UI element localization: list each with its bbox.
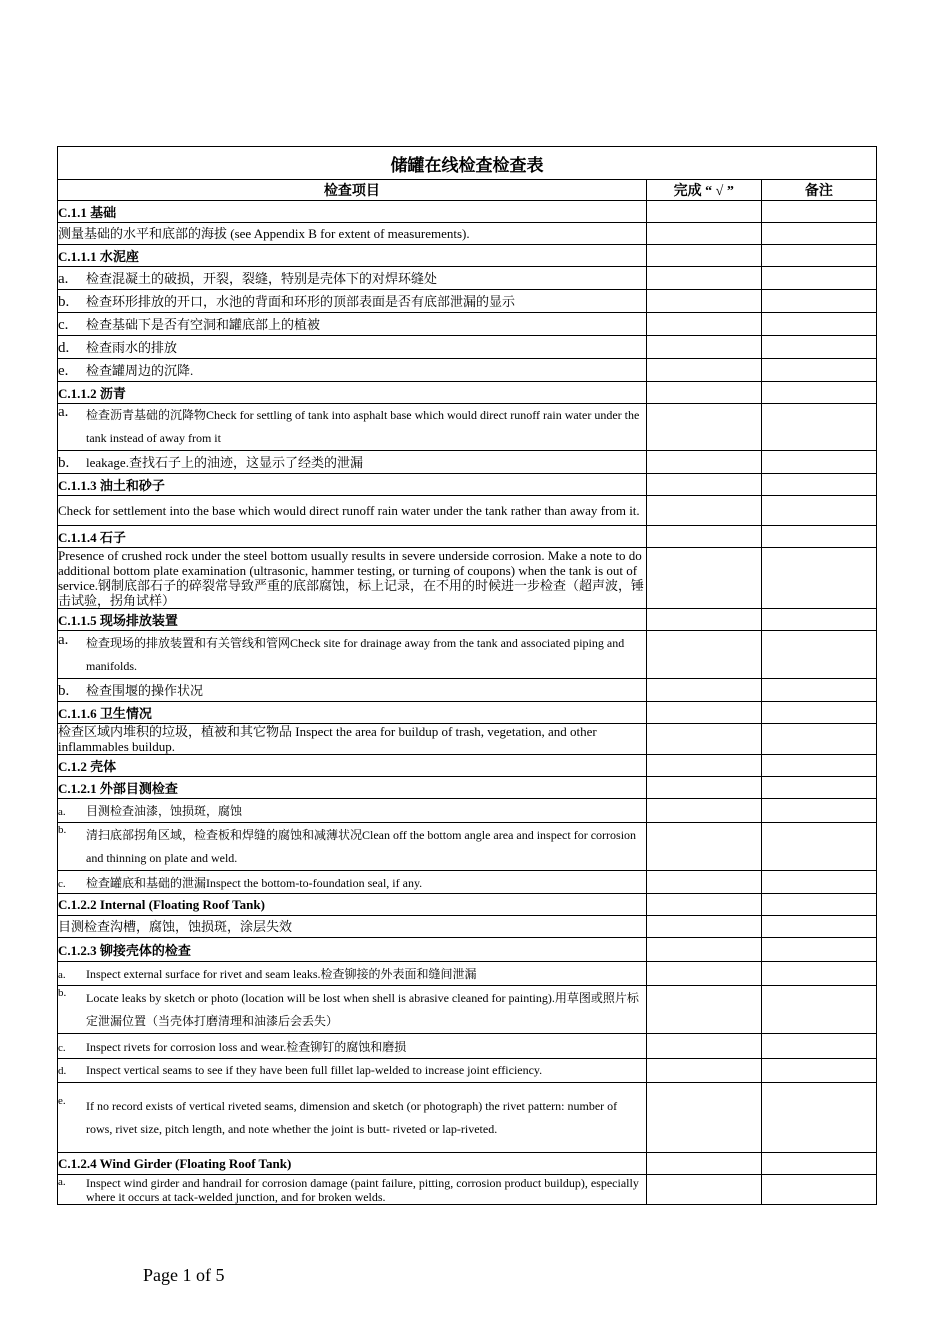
remarks-cell[interactable]	[761, 986, 876, 1034]
item-text: 检查罐周边的沉降.	[86, 363, 194, 378]
remarks-cell[interactable]	[761, 631, 876, 679]
section-heading: C.1.1.1 水泥座	[58, 245, 647, 267]
completed-check-cell[interactable]	[646, 451, 761, 474]
completed-check-cell[interactable]	[646, 755, 761, 777]
completed-check-cell[interactable]	[646, 359, 761, 382]
item-text: Locate leaks by sketch or photo (location will be lost when shell is abrasive cleaned for painting).用草图或照片标定泄漏位置（当壳体打磨清理和油漆后会丢失）	[86, 990, 639, 1028]
section-heading: C.1.1 基础	[58, 201, 647, 223]
remarks-cell[interactable]	[761, 526, 876, 548]
item-letter: d.	[58, 1065, 67, 1077]
checklist-row	[58, 724, 877, 755]
remarks-cell[interactable]	[761, 1175, 876, 1205]
item-letter: a.	[58, 631, 69, 648]
remarks-cell[interactable]	[761, 755, 876, 777]
completed-check-cell[interactable]	[646, 724, 761, 755]
completed-check-cell[interactable]	[646, 609, 761, 631]
checklist-row	[58, 799, 877, 823]
item-text: 检查基础下是否有空洞和罐底部上的植被	[86, 317, 321, 332]
item-text: Inspect external surface for rivet and seam leaks.检查铆接的外表面和缝间泄漏	[86, 967, 477, 981]
remarks-cell[interactable]	[761, 223, 876, 245]
section-header-row	[58, 526, 877, 548]
section-heading: C.1.2 壳体	[58, 755, 647, 777]
checklist-row	[58, 359, 877, 382]
remarks-cell[interactable]	[761, 548, 876, 609]
item-letter: a.	[58, 404, 69, 420]
item-letter: b.	[58, 986, 67, 999]
item-text: 检查混凝土的破损，开裂，裂缝，特别是壳体下的对焊环缝处	[86, 271, 438, 286]
checklist-row	[58, 1083, 877, 1153]
inspection-item	[58, 823, 647, 871]
remarks-cell[interactable]	[761, 777, 876, 799]
inspection-item	[58, 679, 647, 702]
remarks-cell[interactable]	[761, 1034, 876, 1059]
inspection-item	[58, 1175, 647, 1205]
checklist-row	[58, 290, 877, 313]
inspection-item	[58, 1083, 647, 1153]
item-letter: b.	[58, 823, 67, 836]
completed-check-cell[interactable]	[646, 871, 761, 894]
inspection-item	[58, 313, 647, 336]
remarks-cell[interactable]	[761, 496, 876, 526]
checklist-row	[58, 451, 877, 474]
completed-check-cell[interactable]	[646, 526, 761, 548]
checklist-row	[58, 631, 877, 679]
remarks-cell[interactable]	[761, 201, 876, 223]
completed-check-cell[interactable]	[646, 245, 761, 267]
checklist-row	[58, 313, 877, 336]
remarks-cell[interactable]	[761, 359, 876, 382]
section-heading: C.1.1.2 沥青	[58, 382, 647, 404]
item-letter: a.	[58, 806, 66, 818]
item-letter: b.	[58, 683, 70, 699]
checklist-row	[58, 871, 877, 894]
inspection-item	[58, 290, 647, 313]
item-text: Inspect vertical seams to see if they have been full fillet lap-welded to increase joint efficiency.	[86, 1063, 543, 1077]
item-text: Inspect wind girder and handrail for corrosion damage (paint failure, pitting, corrosion product buildup), especially where it occurs at tack-welded junction, and for broken welds.	[86, 1175, 639, 1204]
remarks-cell[interactable]	[761, 799, 876, 823]
inspection-item: 目测检查沟槽，腐蚀，蚀损斑，涂层失效	[58, 916, 647, 938]
item-text: 检查雨水的排放	[86, 340, 178, 355]
header-inspection-item: 检查项目	[58, 180, 647, 201]
checklist-row	[58, 962, 877, 986]
item-letter: a.	[58, 969, 66, 981]
completed-check-cell[interactable]	[646, 1034, 761, 1059]
item-letter: b.	[58, 455, 70, 471]
completed-check-cell[interactable]	[646, 201, 761, 223]
item-letter: e.	[58, 363, 69, 379]
checklist-row	[58, 496, 877, 526]
item-text: 目测检查油漆，蚀损斑，腐蚀	[86, 804, 243, 818]
section-header-row	[58, 938, 877, 962]
completed-check-cell[interactable]	[646, 474, 761, 496]
inspection-item	[58, 267, 647, 290]
inspection-item	[58, 336, 647, 359]
remarks-cell[interactable]	[761, 1153, 876, 1175]
completed-check-cell[interactable]	[646, 1059, 761, 1083]
page-footer: Page 1 of 5	[143, 1265, 225, 1285]
remarks-cell[interactable]	[761, 336, 876, 359]
section-heading: C.1.2.3 铆接壳体的检查	[58, 938, 647, 962]
completed-check-cell[interactable]	[646, 777, 761, 799]
section-header-row	[58, 755, 877, 777]
remarks-cell[interactable]	[761, 894, 876, 916]
completed-check-cell[interactable]	[646, 223, 761, 245]
remarks-cell[interactable]	[761, 938, 876, 962]
remarks-cell[interactable]	[761, 871, 876, 894]
inspection-item: 检查区域内堆积的垃圾，植被和其它物品 Inspect the area for buildup of trash, vegetation, and other inflammables buildup.	[58, 724, 647, 755]
completed-check-cell[interactable]	[646, 894, 761, 916]
section-header-row	[58, 474, 877, 496]
completed-check-cell[interactable]	[646, 631, 761, 679]
checklist-row	[58, 404, 877, 451]
section-heading: C.1.2.4 Wind Girder (Floating Roof Tank)	[58, 1153, 647, 1175]
section-header-row	[58, 894, 877, 916]
completed-check-cell[interactable]	[646, 916, 761, 938]
completed-check-cell[interactable]	[646, 548, 761, 609]
checklist-row	[58, 916, 877, 938]
section-header-row	[58, 777, 877, 799]
remarks-cell[interactable]	[761, 823, 876, 871]
inspection-checklist-table	[57, 146, 877, 1205]
remarks-cell[interactable]	[761, 1059, 876, 1083]
item-text: 检查围堰的操作状况	[86, 683, 204, 698]
checklist-row	[58, 548, 877, 609]
inspection-item	[58, 871, 647, 894]
item-letter: a.	[58, 271, 69, 287]
inspection-item: 测量基础的水平和底部的海拔 (see Appendix B for extent of measurements).	[58, 223, 647, 245]
completed-check-cell[interactable]	[646, 702, 761, 724]
remarks-cell[interactable]	[761, 724, 876, 755]
inspection-item	[58, 451, 647, 474]
completed-check-cell[interactable]	[646, 336, 761, 359]
completed-check-cell[interactable]	[646, 823, 761, 871]
inspection-item: Check for settlement into the base which would direct runoff rain water under the tank rather than away from it.	[58, 496, 647, 526]
section-heading: C.1.1.3 油土和砂子	[58, 474, 647, 496]
item-letter: b.	[58, 294, 70, 310]
checklist-row	[58, 1034, 877, 1059]
checklist-row	[58, 986, 877, 1034]
section-header-row	[58, 382, 877, 404]
section-header-row	[58, 245, 877, 267]
item-letter: c.	[58, 317, 69, 333]
item-text: 清扫底部拐角区域，检查板和焊缝的腐蚀和减薄状况Clean off the bottom angle area and inspect for corrosion and thinning on plate and weld.	[86, 827, 637, 865]
checklist-row	[58, 1175, 877, 1205]
header-completed: 完成 “ √ ”	[646, 180, 761, 201]
remarks-cell[interactable]	[761, 702, 876, 724]
remarks-cell[interactable]	[761, 609, 876, 631]
remarks-cell[interactable]	[761, 1083, 876, 1153]
completed-check-cell[interactable]	[646, 986, 761, 1034]
remarks-cell[interactable]	[761, 679, 876, 702]
section-heading: C.1.1.6 卫生情况	[58, 702, 647, 724]
completed-check-cell[interactable]	[646, 1153, 761, 1175]
remarks-cell[interactable]	[761, 404, 876, 451]
completed-check-cell[interactable]	[646, 1175, 761, 1205]
inspection-item	[58, 986, 647, 1034]
completed-check-cell[interactable]	[646, 290, 761, 313]
inspection-item: Presence of crushed rock under the steel bottom usually results in severe underside corrosion. Make a note to do additional bottom plate examination (ultrasonic, hammer testing, or turning of coupons) when the tank is out of service.钢制底部石子的碎裂常导致严重的底部腐蚀，标上记录，在不用的时候进一步检查（超声波，锤击试验，拐角试样）	[58, 548, 647, 609]
section-heading: C.1.1.4 石子	[58, 526, 647, 548]
completed-check-cell[interactable]	[646, 1083, 761, 1153]
checklist-row	[58, 267, 877, 290]
section-header-row	[58, 201, 877, 223]
section-heading: C.1.2.1 外部目测检查	[58, 777, 647, 799]
completed-check-cell[interactable]	[646, 679, 761, 702]
remarks-cell[interactable]	[761, 313, 876, 336]
completed-check-cell[interactable]	[646, 799, 761, 823]
inspection-item	[58, 1034, 647, 1059]
completed-check-cell[interactable]	[646, 404, 761, 451]
inspection-item	[58, 404, 647, 451]
remarks-cell[interactable]	[761, 267, 876, 290]
header-remarks: 备注	[761, 180, 876, 201]
inspection-item	[58, 799, 647, 823]
remarks-cell[interactable]	[761, 962, 876, 986]
section-heading: C.1.1.5 现场排放装置	[58, 609, 647, 631]
checklist-row	[58, 1059, 877, 1083]
item-letter: d.	[58, 340, 70, 356]
remarks-cell[interactable]	[761, 245, 876, 267]
section-header-row	[58, 609, 877, 631]
remarks-cell[interactable]	[761, 916, 876, 938]
item-letter: c.	[58, 1041, 66, 1054]
remarks-cell[interactable]	[761, 290, 876, 313]
item-text: If no record exists of vertical riveted seams, dimension and sketch (or photograph) the rivet pattern: number of rows, rivet size, pitch length, and note whether the joint is butt- riveted or lap-riveted.	[86, 1098, 618, 1136]
inspection-item	[58, 359, 647, 382]
inspection-item	[58, 631, 647, 679]
checklist-row	[58, 336, 877, 359]
completed-check-cell[interactable]	[646, 313, 761, 336]
item-letter: c.	[58, 877, 66, 890]
completed-check-cell[interactable]	[646, 496, 761, 526]
section-header-row	[58, 702, 877, 724]
item-text: Inspect rivets for corrosion loss and wear.检查铆钉的腐蚀和磨损	[86, 1039, 407, 1054]
remarks-cell[interactable]	[761, 382, 876, 404]
checklist-row	[58, 679, 877, 702]
completed-check-cell[interactable]	[646, 267, 761, 290]
completed-check-cell[interactable]	[646, 962, 761, 986]
section-heading: C.1.2.2 Internal (Floating Roof Tank)	[58, 894, 647, 916]
item-text: 检查罐底和基础的泄漏Inspect the bottom-to-foundation seal, if any.	[86, 875, 423, 890]
completed-check-cell[interactable]	[646, 382, 761, 404]
item-letter: e.	[58, 1094, 66, 1107]
item-text: 检查环形排放的开口，水池的背面和环形的顶部表面是否有底部泄漏的显示	[86, 294, 516, 309]
inspection-item	[58, 962, 647, 986]
completed-check-cell[interactable]	[646, 938, 761, 962]
section-header-row	[58, 1153, 877, 1175]
title-row	[58, 147, 877, 180]
remarks-cell[interactable]	[761, 474, 876, 496]
item-letter: a.	[58, 1175, 66, 1188]
checklist-row	[58, 823, 877, 871]
inspection-item	[58, 1059, 647, 1083]
item-text: 检查现场的排放装置和有关管线和管网Check site for drainage away from the tank and associated piping and manifolds.	[86, 635, 625, 673]
checklist-title: 储罐在线检查检查表	[58, 147, 877, 180]
column-header-row	[58, 180, 877, 201]
checklist-row	[58, 223, 877, 245]
item-text: leakage.查找石子上的油迹，这显示了经类的泄漏	[86, 455, 363, 470]
remarks-cell[interactable]	[761, 451, 876, 474]
item-text: 检查沥青基础的沉降物Check for settling of tank into asphalt base which would direct runoff rain water under the tank instead of away from it	[86, 408, 640, 445]
